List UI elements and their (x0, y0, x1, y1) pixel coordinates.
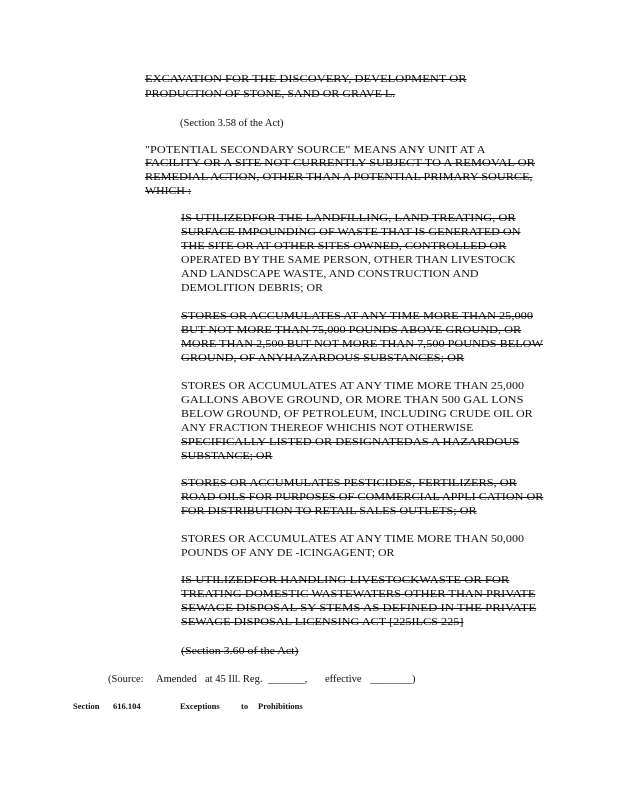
source-register: at 45 Ill. Reg. (205, 674, 263, 685)
text-line: FOR DISTRIBUTION TO RETAIL SALES OUTLETS; OR (181, 506, 477, 517)
source-effective: effective (325, 674, 362, 685)
text-line: SEWAGE DISPOSAL SY STEMS AS DEFINED IN THE PRIVATE (181, 603, 537, 614)
text-line: REMEDIAL ACTION, OTHER THAN A POTENTIAL PRIMARY SOURCE, (145, 172, 533, 183)
text-line: ANY FRACTION THEREOF WHICHIS NOT OTHERWISE (181, 423, 474, 434)
text-line: EXCAVATION FOR THE DISCOVERY, DEVELOPMENT OR (145, 74, 467, 85)
text-line: STORES OR ACCUMULATES AT ANY TIME MORE THAN 25,000 (181, 311, 533, 322)
text-line: "POTENTIAL SECONDARY SOURCE" MEANS ANY UNIT AT A (145, 145, 486, 156)
text-line: DEMOLITION DEBRIS; OR (181, 283, 323, 294)
text-line: SPECIFICALLY LISTED OR DESIGNATEDAS A HAZARDOUS (181, 437, 520, 448)
citation-section-3-60: (Section 3.60 of the Act) (181, 646, 299, 657)
text-line: POUNDS OF ANY DE -ICINGAGENT; OR (181, 548, 395, 559)
text-line: ROAD OILS FOR PURPOSES OF COMMERCIAL APPLI CATION OR (181, 492, 544, 503)
text-line: OPERATED BY THE SAME PERSON, OTHER THAN LIVESTOCK (181, 255, 516, 266)
text-line: IS UTILIZEDFOR THE LANDFILLING, LAND TREATING, OR (181, 213, 516, 224)
text-line: MORE THAN 2,500 BUT NOT MORE THAN 7,500 POUNDS BELOW (181, 339, 544, 350)
text-line: STORES OR ACCUMULATES AT ANY TIME MORE THAN 25,000 (181, 381, 524, 392)
text-line: GALLONS ABOVE GROUND, OR MORE THAN 500 GAL LONS (181, 395, 524, 406)
source-label: (Source: (108, 674, 144, 685)
text-line: SUBSTANCE; OR (181, 451, 273, 462)
source-note (108, 673, 428, 687)
text-line: BELOW GROUND, OF PETROLEUM, INCLUDING CRUDE OIL OR (181, 409, 533, 420)
section-title-to: to (241, 701, 249, 711)
section-heading (73, 700, 313, 713)
text-line: STORES OR ACCUMULATES PESTICIDES, FERTILIZERS, OR (181, 478, 517, 489)
text-line: THE SITE OR AT OTHER SITES OWNED, CONTROLLED OR (181, 241, 507, 252)
text-line: TREATING DOMESTIC WASTEWATERS OTHER THAN PRIVATE (181, 589, 536, 600)
text-line: SEWAGE DISPOSAL LICENSING ACT [225ILCS 225] (181, 617, 464, 628)
text-line: IS UTILIZEDFOR HANDLING LIVESTOCKWASTE OR FOR (181, 575, 510, 586)
section-number: 616.104 (113, 701, 141, 711)
text-line: GROUND, OF ANYHAZARDOUS SUBSTANCES; OR (181, 353, 465, 364)
text-line: PRODUCTION OF STONE, SAND OR GRAVE L. (145, 89, 396, 100)
text-line: AND LANDSCAPE WASTE, AND CONSTRUCTION AND (181, 269, 479, 280)
source-blank-date: _______, (268, 674, 308, 685)
source-blank-effective: ________) (370, 674, 416, 685)
text-line: WHICH : (145, 186, 192, 197)
section-word: Section (73, 701, 100, 711)
source-amended: Amended (156, 674, 197, 685)
citation-section-3-58: (Section 3.58 of the Act) (180, 118, 284, 129)
section-title-prohibitions: Prohibitions (258, 701, 303, 711)
text-line: SURFACE IMPOUNDING OF WASTE THAT IS GENERATED ON (181, 227, 521, 238)
text-line: BUT NOT MORE THAN 75,000 POUNDS ABOVE GROUND, OR (181, 325, 522, 336)
section-title-exceptions: Exceptions (180, 701, 220, 711)
text-line: FACILITY OR A SITE NOT CURRENTLY SUBJECT TO A REMOVAL OR (145, 158, 535, 169)
text-line: STORES OR ACCUMULATES AT ANY TIME MORE THAN 50,000 (181, 534, 524, 545)
